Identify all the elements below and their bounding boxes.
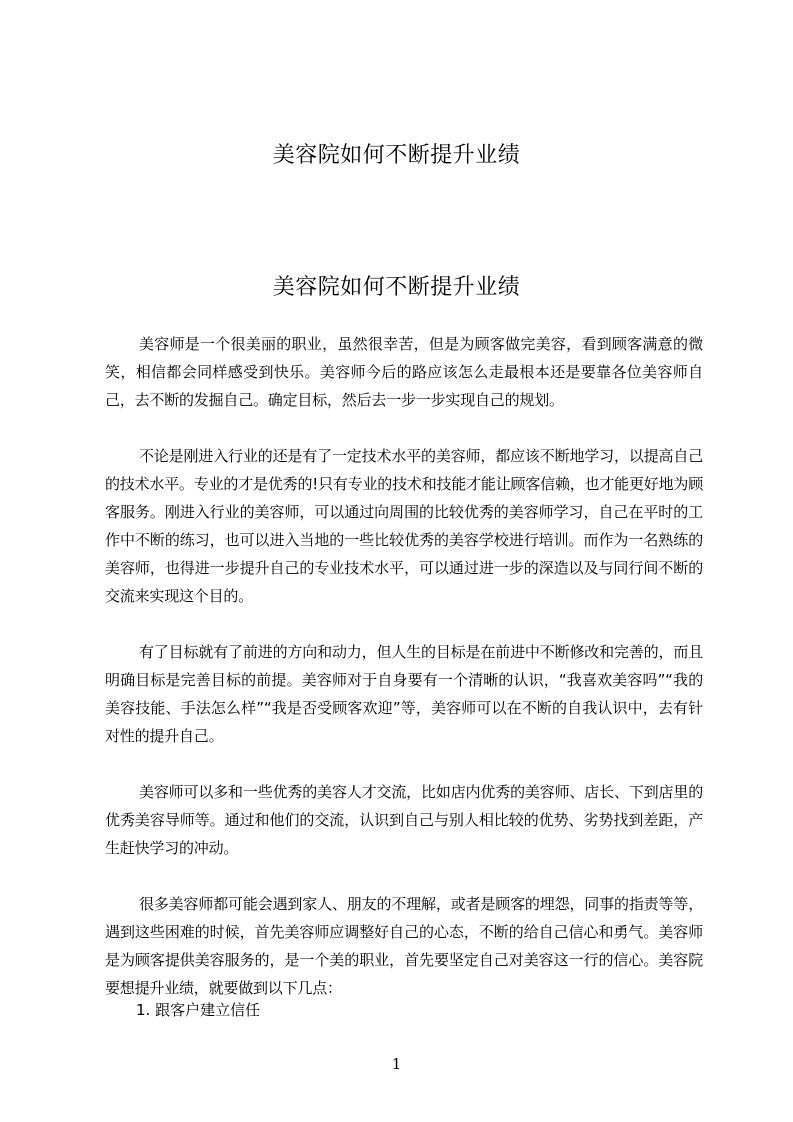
document-heading: 美容院如何不断提升业绩 (272, 275, 521, 300)
paragraph: 美容师可以多和一些优秀的美容人才交流，比如店内优秀的美容师、店长、下到店里的优秀美容导师等。通过和他们的交流，认识到自己与别人相比较的优势、劣势找到差距，产生赶快学习的冲动。 (105, 783, 703, 857)
document-body (105, 330, 703, 1030)
page-number: 1 (391, 1055, 402, 1073)
cover-title: 美容院如何不断提升业绩 (272, 143, 521, 168)
list-item: 1. 跟客户建立信任 (136, 1001, 261, 1019)
paragraph: 很多美容师都可能会遇到家人、朋友的不理解，或者是顾客的埋怨，同事的指责等等，遇到这些困难的时候，首先美容师应调整好自己的心态，不断的给自己信心和勇气。美容师是为顾客提供美容服务的，是一个美的职业，首先要坚定自己对美容这一行的信心。美容院要想提升业绩，就要做到以下几点： (105, 895, 703, 997)
paragraph: 美容师是一个很美丽的职业，虽然很幸苦，但是为顾客做完美容，看到顾客满意的微笑，相信都会同样感受到快乐。美容师今后的路应该怎么走最根本还是要靠各位美容师自己，去不断的发掘自己。确定目标，然后去一步一步实现自己的规划。 (105, 335, 703, 409)
paragraph: 有了目标就有了前进的方向和动力，但人生的目标是在前进中不断修改和完善的，而且明确目标是完善目标的前提。美容师对于自身要有一个清晰的认识，“我喜欢美容吗”“我的美容技能、手法怎么样”“我是否受顾客欢迎”等，美容师可以在不断的自我认识中，去有针对性的提升自己。 (105, 643, 703, 745)
paragraph: 不论是刚进入行业的还是有了一定技术水平的美容师，都应该不断地学习，以提高自己的技术水平。专业的才是优秀的!只有专业的技术和技能才能让顾客信赖，也才能更好地为顾客服务。刚进入行业的美容师，可以通过向周围的比较优秀的美容师学习，自己在平时的工作中不断的练习，也可以进入当地的一些比较优秀的美容学校进行培训。而作为一名熟练的美容师，也得进一步提升自己的专业技术水平，可以通过进一步的深造以及与同行间不断的交流来实现这个目的。 (105, 447, 703, 605)
